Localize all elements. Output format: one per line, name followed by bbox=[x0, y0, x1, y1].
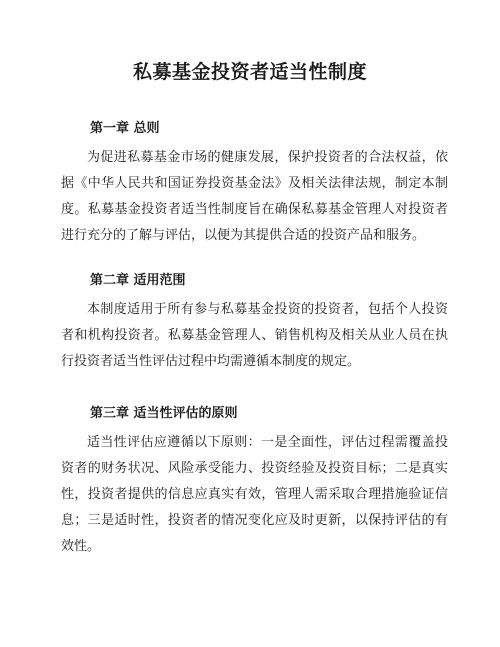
section-general-provisions bbox=[61, 118, 448, 249]
section-scope bbox=[61, 270, 448, 375]
section-heading: 第二章 适用范围 bbox=[90, 273, 186, 288]
section-heading: 第一章 总则 bbox=[90, 121, 160, 136]
section-body: 本制度适用于所有参与私募基金投资的投资者，包括个人投资者和机构投资者。私募基金管理人、销售机构及相关从业人员在执行投资者适当性评估过程中均需遵循本制度的规定。 bbox=[61, 302, 448, 369]
document-title: 私募基金投资者适当性制度 bbox=[132, 61, 367, 83]
section-body: 适当性评估应遵循以下原则：一是全面性，评估过程需覆盖投资者的财务状况、风险承受能力、投资经验及投资目标；二是真实性，投资者提供的信息应真实有效，管理人需采取合理措施验证信息；三是适时性，投资者的情况变化应及时更新，以保持评估的有效性。 bbox=[61, 435, 448, 554]
section-body: 为促进私募基金市场的健康发展，保护投资者的合法权益，依据《中华人民共和国证券投资基金法》及相关法律法规，制定本制度。私募基金投资者适当性制度旨在确保私募基金管理人对投资者进行充分的了解与评估，以便为其提供合适的投资产品和服务。 bbox=[61, 150, 448, 243]
section-heading: 第三章 适当性评估的原则 bbox=[90, 406, 238, 421]
section-assessment-principles bbox=[61, 403, 448, 560]
